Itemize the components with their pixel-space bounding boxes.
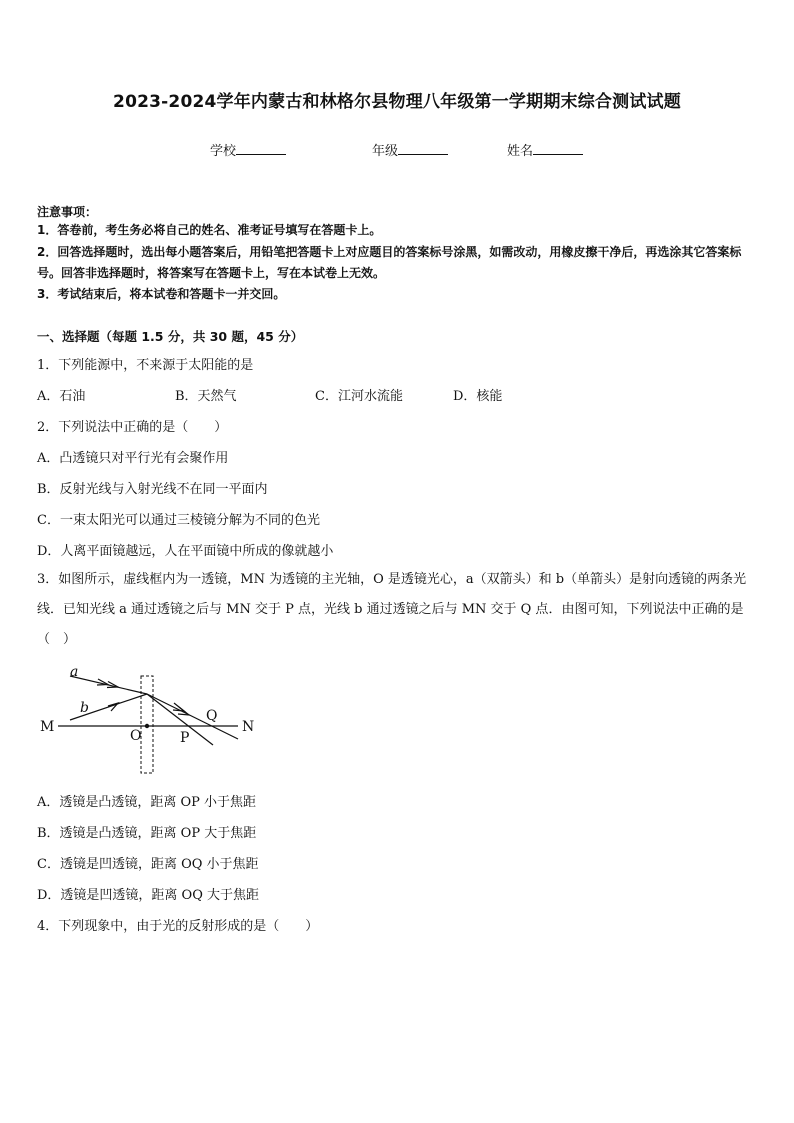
question-1-stem: 1．下列能源中，不来源于太阳能的是 [37, 358, 254, 373]
question-2-option-d: D．人离平面镜越远，人在平面镜中所成的像就越小 [37, 544, 334, 559]
label-p: P [180, 730, 190, 746]
label-b: b [80, 700, 89, 716]
question-3-option-a: A．透镜是凸透镜，距离 OP 小于焦距 [37, 795, 257, 810]
question-2-stem: 2．下列说法中正确的是（ ） [37, 420, 228, 435]
section-heading: 一、选择题（每题 1.5 分，共 30 题，45 分） [37, 329, 304, 344]
name-field [507, 140, 583, 159]
question-3-option-d: D．透镜是凹透镜，距离 OQ 大于焦距 [37, 888, 260, 903]
grade-blank [398, 142, 448, 155]
school-label: 学校 [210, 144, 237, 159]
question-1-option-b: B．天然气 [175, 389, 237, 404]
question-3-stem: 3．如图所示，虚线框内为一透镜，MN 为透镜的主光轴，O 是透镜光心，a（双箭头）和 b（单箭头）是射向透镜的两条光线．已知光线 a 通过透镜之后与 MN 交于 P 点，光线 b 通过透镜之后与 MN 交于 Q 点．由图可知，下列说法中正确的是（ ） [37, 572, 747, 647]
page-title: 2023-2024学年内蒙古和林格尔县物理八年级第一学期期末综合测试试题 [113, 92, 681, 112]
question-4-stem: 4．下列现象中，由于光的反射形成的是（ ） [37, 919, 319, 934]
name-blank [533, 142, 583, 155]
note-item: 2．回答选择题时，选出每小题答案后，用铅笔把答题卡上对应题目的答案标号涂黑，如需改动，用橡皮擦干净后，再选涂其它答案标号。回答非选择题时，将答案写在答题卡上，写在本试卷上无效。 [37, 245, 742, 280]
question-1-option-c: C．江河水流能 [315, 389, 403, 404]
grade-label: 年级 [372, 144, 399, 159]
question-1-option-d: D．核能 [453, 389, 503, 404]
grade-field [372, 140, 448, 159]
question-2-option-c: C．一束太阳光可以通过三棱镜分解为不同的色光 [37, 513, 320, 528]
note-item: 3．考试结束后，将本试卷和答题卡一并交回。 [37, 287, 286, 301]
name-label: 姓名 [507, 144, 534, 159]
label-q: Q [206, 708, 218, 724]
label-o: O [130, 728, 142, 744]
school-field [210, 140, 286, 159]
school-blank [236, 142, 286, 155]
ray-a-refracted [147, 694, 238, 739]
note-item: 1．答卷前，考生务必将自己的姓名、准考证号填写在答题卡上。 [37, 223, 382, 237]
label-m: M [40, 719, 55, 735]
question-2-option-b: B．反射光线与入射光线不在同一平面内 [37, 482, 268, 497]
optical-center-dot [145, 724, 149, 728]
question-1-option-a: A．石油 [37, 389, 86, 404]
question-2-option-a: A．凸透镜只对平行光有会聚作用 [37, 451, 229, 466]
lens-figure [38, 660, 268, 778]
notes-title: 注意事项： [37, 205, 98, 219]
question-3-option-b: B．透镜是凸透镜，距离 OP 大于焦距 [37, 826, 257, 841]
question-3-option-c: C．透镜是凹透镜，距离 OQ 小于焦距 [37, 857, 259, 872]
label-n: N [242, 719, 255, 735]
label-a: a [70, 664, 79, 680]
